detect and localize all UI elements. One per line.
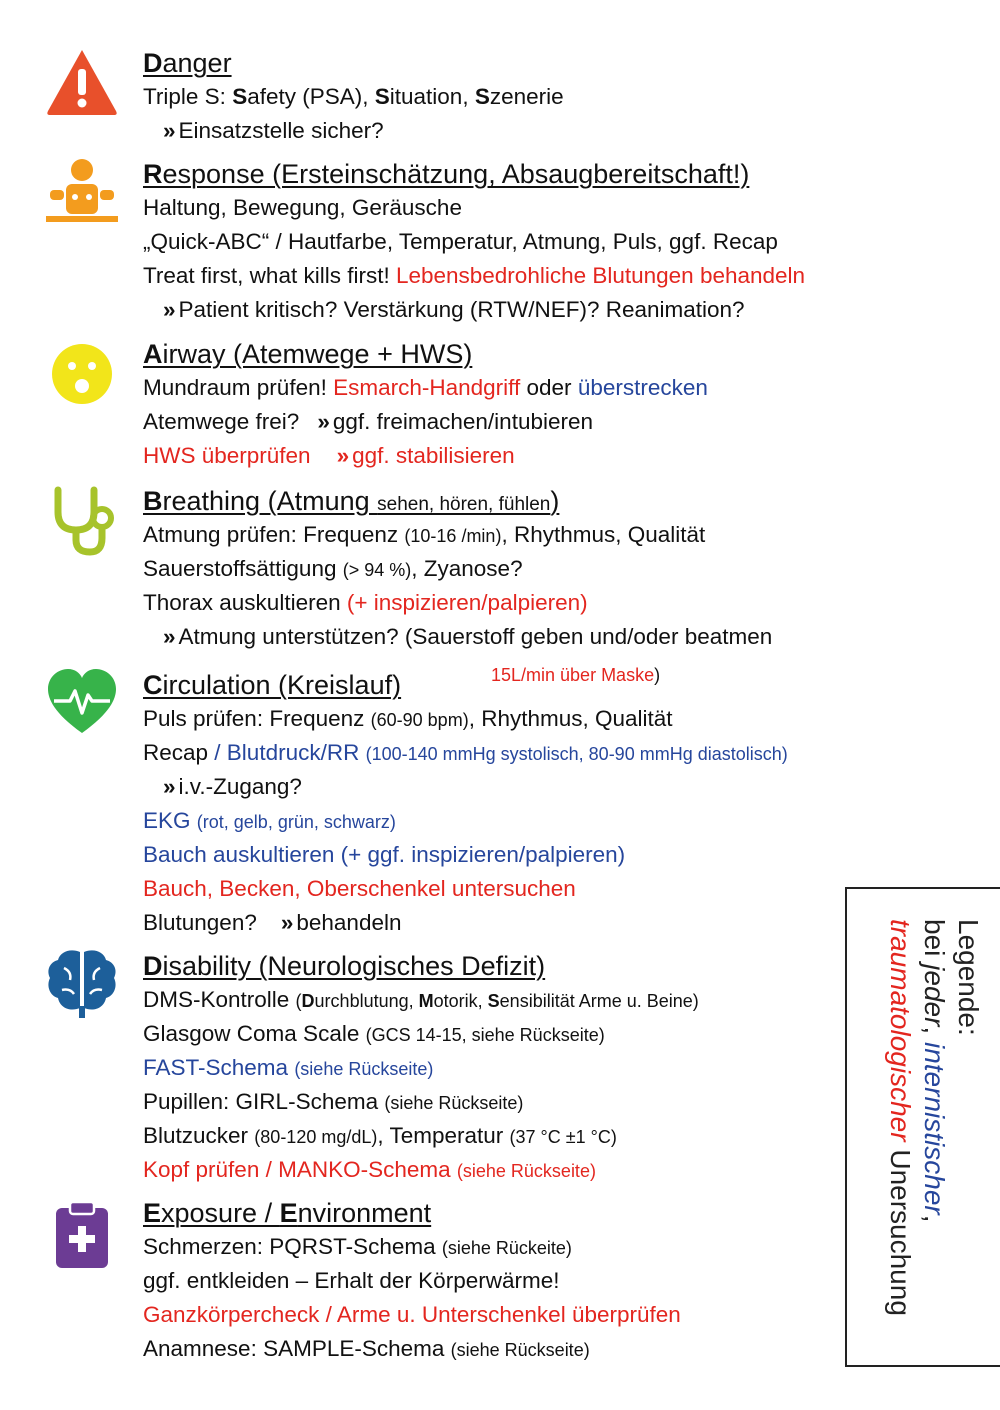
oxygen-note: 15L/min über Maske) xyxy=(491,665,661,685)
legend-box xyxy=(845,887,1000,1367)
section-airway: Airway (Atemwege + HWS) Mundraum prüfen! Esmarch-Handgriff oder überstrecken Atemwege frei? » ggf. freimachen/intubieren HWS überprüfen » ggf. stabilisieren xyxy=(143,339,708,468)
person-icon xyxy=(44,152,120,228)
arrow-icon: » xyxy=(317,409,327,434)
section-circulation: Circulation (Kreislauf) Puls prüfen: Frequenz (60-90 bpm), Rhythmus, Qualität Recap / Blutdruck/RR (100-140 mmHg systolisch, 80-90 mmHg diastolisch) » i.v.-Zugang? EKG (rot, gelb, grün, schwarz) Bauch auskultieren (+ ggf. inspizieren/palpieren) Bauch, Becken, Oberschenkel untersuchen Blutungen? » behandeln xyxy=(143,670,788,935)
arrow-icon: » xyxy=(280,910,291,935)
arrow-icon: » xyxy=(163,624,173,649)
arrow-icon: » xyxy=(163,774,173,799)
breathing-heading: Breathing (Atmung sehen, hören, fühlen) xyxy=(143,486,560,516)
arrow-icon: » xyxy=(163,118,173,143)
clipboard-plus-icon xyxy=(44,1196,120,1272)
stethoscope-icon xyxy=(44,482,120,558)
section-response: Response (Ersteinschätzung, Absaugbereitschaft!) Haltung, Bewegung, Geräusche „Quick-ABC“ / Hautfarbe, Temperatur, Atmung, Puls, ggf. Recap Treat first, what kills first! Lebensbedrohliche Blutungen behandeln » Patient kritisch? Verstärkung (RTW/NEF)? Reanimation? xyxy=(143,159,806,322)
arrow-icon: » xyxy=(163,297,173,322)
circulation-heading: Circulation (Kreislauf) xyxy=(143,670,402,700)
disability-heading: Disability (Neurologisches Defizit) xyxy=(143,951,546,981)
airway-heading: Airway (Atemwege + HWS) xyxy=(143,339,473,369)
surprised-face-icon xyxy=(44,336,120,412)
warning-icon xyxy=(44,45,120,121)
section-exposure: Exposure / Environment Schmerzen: PQRST-Schema (siehe Rückeite) ggf. entkleiden – Erhalt der Körperwärme! Ganzkörpercheck / Arme u. Unterschenkel überprüfen Anamnese: SAMPLE-Schema (siehe Rückseite) xyxy=(143,1198,681,1361)
exposure-heading: Exposure / Environment xyxy=(143,1198,432,1228)
section-breathing: Breathing (Atmung sehen, hören, fühlen) Atmung prüfen: Frequenz (10-16 /min), Rhythmus, Qualität Sauerstoffsättigung (> 94 %), Zyanose? Thorax auskultieren (+ inspizieren/palpieren) » Atmung unterstützen? (Sauerstoff geben und/oder beatmen xyxy=(143,486,773,649)
section-disability: Disability (Neurologisches Defizit) DMS-Kontrolle (Durchblutung, Motorik, Sensibilität Arme u. Beine) Glasgow Coma Scale (GCS 14-15, siehe Rückseite) FAST-Schema (siehe Rückseite) Pupillen: GIRL-Schema (siehe Rückseite) Blutzucker (80-120 mg/dL), Temperatur (37 °C ±1 °C) Kopf prüfen / MANKO-Schema (siehe Rückseite) xyxy=(143,951,699,1182)
heart-pulse-icon xyxy=(44,665,120,741)
response-heading: Response (Ersteinschätzung, Absaugbereitschaft!) xyxy=(143,159,750,189)
brain-icon xyxy=(44,944,120,1020)
section-danger: Danger Triple S: Safety (PSA), Situation, Szenerie » Einsatzstelle sicher? xyxy=(143,48,564,143)
legend-text: Legende: bei jeder, internistischer, traumatologischer Unersuchung xyxy=(885,919,984,1316)
danger-heading: Danger xyxy=(143,48,232,78)
arrow-icon: » xyxy=(336,443,347,468)
